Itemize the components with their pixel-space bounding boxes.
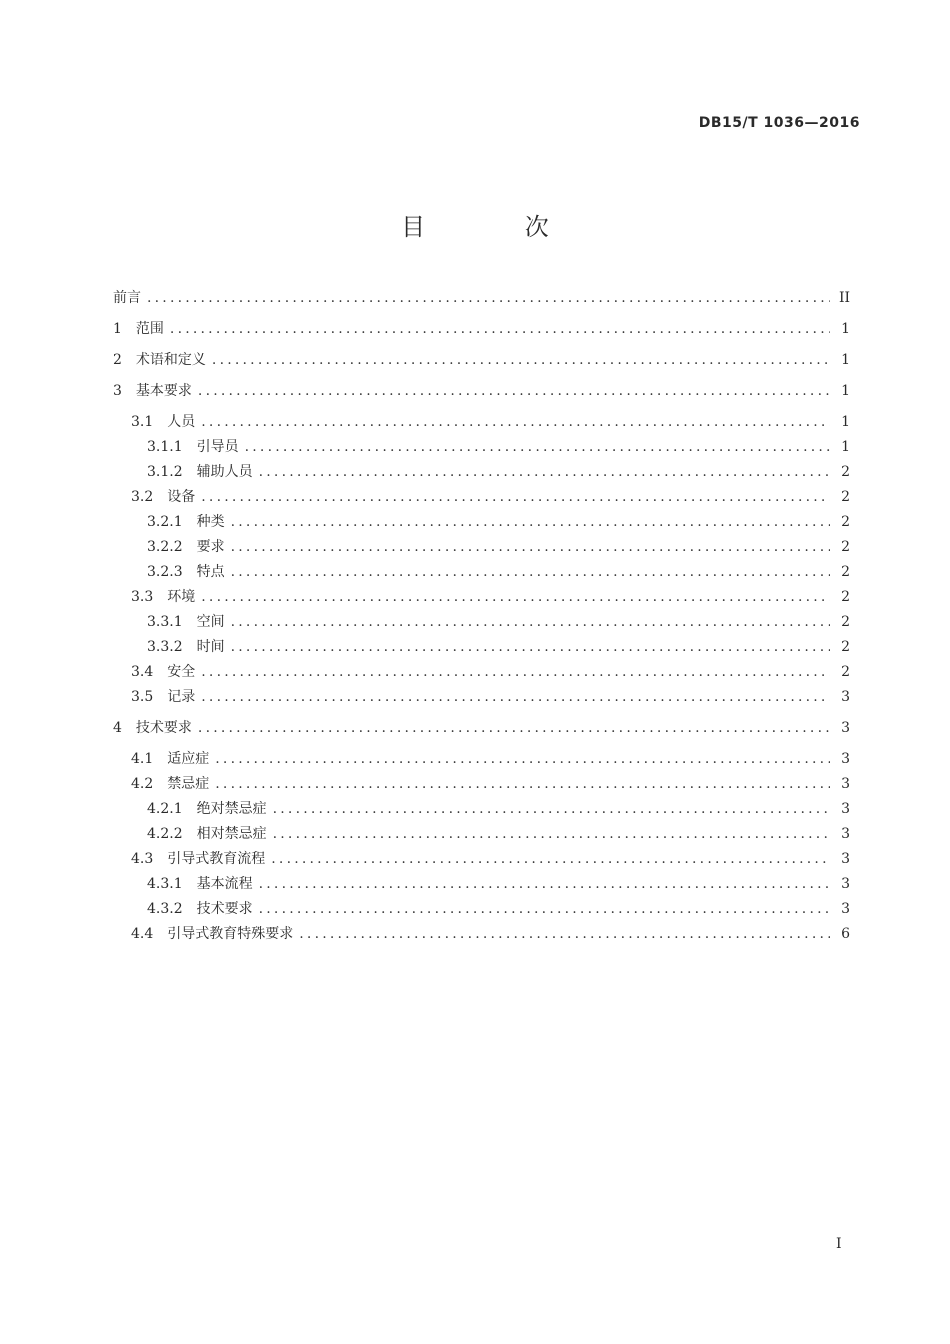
toc-entry-page: 1	[841, 383, 850, 399]
toc-leader-dots	[147, 287, 830, 309]
toc-leader-dots	[201, 586, 830, 608]
toc-entry[interactable]	[113, 873, 850, 895]
toc-entry[interactable]	[113, 461, 850, 483]
toc-leader-dots	[198, 380, 830, 402]
toc-entry-label: 安全	[167, 664, 196, 680]
toc-entry-number: 3.1	[131, 414, 154, 430]
toc-entry-number: 3.2	[131, 489, 154, 505]
toc-entry-label: 记录	[167, 689, 196, 705]
toc-entry[interactable]	[113, 380, 850, 402]
toc-entry-label: 术语和定义	[135, 352, 206, 368]
toc-entry-number: 3.3.1	[147, 614, 183, 630]
toc-entry-label: 范围	[135, 321, 164, 337]
toc-entry-page: 3	[841, 689, 850, 705]
toc-entry-page: 1	[841, 321, 850, 337]
toc-leader-dots	[201, 486, 830, 508]
toc-entry-number: 3.4	[131, 664, 154, 680]
toc-entry-label: 辅助人员	[196, 464, 253, 480]
toc-entry-label: 技术要求	[135, 720, 192, 736]
toc-entry[interactable]	[113, 898, 850, 920]
toc-leader-dots	[201, 661, 830, 683]
toc-entry-number: 3.2.2	[147, 539, 183, 555]
toc-entry-page: 3	[841, 826, 850, 842]
toc-entry[interactable]	[113, 748, 850, 770]
toc-entry-label: 适应症	[167, 751, 210, 767]
toc-entry-page: II	[838, 290, 850, 306]
toc-entry-number: 2	[113, 352, 122, 368]
toc-entry-number: 3.1.1	[147, 439, 183, 455]
toc-entry-label: 人员	[167, 414, 196, 430]
toc-entry-page: 2	[841, 489, 850, 505]
toc-entry[interactable]	[113, 636, 850, 658]
toc-entry[interactable]	[113, 611, 850, 633]
toc-entry-label: 特点	[196, 564, 225, 580]
toc-entry-label: 环境	[167, 589, 196, 605]
toc-entry-number: 3.5	[131, 689, 154, 705]
toc-leader-dots	[201, 411, 830, 433]
toc-entry[interactable]	[113, 848, 850, 870]
toc-entry-page: 2	[841, 564, 850, 580]
toc-entry[interactable]	[113, 486, 850, 508]
toc-entry-number: 4	[113, 720, 122, 736]
toc-entry[interactable]	[113, 318, 850, 340]
toc-leader-dots	[215, 773, 830, 795]
toc-entry-label: 基本要求	[135, 383, 192, 399]
toc-entry-number: 4.3.1	[147, 876, 183, 892]
toc-entry-label: 时间	[196, 639, 225, 655]
toc-entry[interactable]	[113, 661, 850, 683]
toc-leader-dots	[299, 923, 830, 945]
toc-leader-dots	[273, 798, 830, 820]
toc-leader-dots	[271, 848, 830, 870]
toc-entry-number: 3.3	[131, 589, 154, 605]
toc-entry-number: 4.2	[131, 776, 154, 792]
toc-entry-page: 2	[841, 464, 850, 480]
toc-entry-number: 3.2.3	[147, 564, 183, 580]
toc-entry-page: 3	[841, 851, 850, 867]
toc-entry-label: 种类	[196, 514, 225, 530]
toc-entry-page: 3	[841, 901, 850, 917]
toc-entry-page: 2	[841, 614, 850, 630]
toc-leader-dots	[231, 536, 830, 558]
toc-entry-page: 2	[841, 514, 850, 530]
standard-code: DB15/T 1036—2016	[698, 115, 860, 131]
toc-entry-number: 1	[113, 321, 122, 337]
toc-entry-page: 3	[841, 801, 850, 817]
toc-entry-number: 4.3.2	[147, 901, 183, 917]
toc-entry-page: 6	[841, 926, 850, 942]
toc-entry[interactable]	[113, 798, 850, 820]
toc-leader-dots	[231, 636, 830, 658]
toc-entry-page: 2	[841, 664, 850, 680]
toc-entry[interactable]	[113, 536, 850, 558]
toc-entry-number: 3.1.2	[147, 464, 183, 480]
toc-entry-page: 1	[841, 439, 850, 455]
toc-entry-number: 4.4	[131, 926, 154, 942]
toc-entry[interactable]	[113, 287, 850, 309]
toc-entry[interactable]	[113, 561, 850, 583]
toc-entry[interactable]	[113, 411, 850, 433]
toc-entry-label: 空间	[196, 614, 225, 630]
toc-leader-dots	[215, 748, 830, 770]
toc-entry-page: 3	[841, 876, 850, 892]
toc-leader-dots	[273, 823, 830, 845]
toc-entry-page: 2	[841, 589, 850, 605]
toc-entry-page: 1	[841, 352, 850, 368]
toc-entry-number: 3.2.1	[147, 514, 183, 530]
toc-entry-number: 4.2.1	[147, 801, 183, 817]
toc-entry-label: 前言	[113, 290, 141, 306]
toc-entry-label: 设备	[167, 489, 196, 505]
toc-entry[interactable]	[113, 511, 850, 533]
toc-entry[interactable]	[113, 823, 850, 845]
toc-entry-number: 3	[113, 383, 122, 399]
toc-entry-label: 引导式教育特殊要求	[167, 926, 294, 942]
toc-entry-page: 2	[841, 539, 850, 555]
toc-entry-label: 禁忌症	[167, 776, 210, 792]
toc-entry-label: 基本流程	[196, 876, 253, 892]
toc-leader-dots	[259, 873, 830, 895]
toc-entry-number: 3.3.2	[147, 639, 183, 655]
toc-entry-page: 3	[841, 776, 850, 792]
toc-entry[interactable]	[113, 586, 850, 608]
toc-entry-page: 3	[841, 751, 850, 767]
toc-entry[interactable]	[113, 923, 850, 945]
toc-leader-dots	[212, 349, 830, 371]
toc-entry-page: 3	[841, 720, 850, 736]
toc-entry-label: 技术要求	[196, 901, 253, 917]
toc-entry[interactable]	[113, 436, 850, 458]
toc-entry-label: 相对禁忌症	[196, 826, 267, 842]
toc-entry-number: 4.1	[131, 751, 154, 767]
toc-leader-dots	[201, 686, 830, 708]
toc-leader-dots	[259, 461, 830, 483]
toc-entry-number: 4.2.2	[147, 826, 183, 842]
toc-leader-dots	[231, 561, 830, 583]
toc-entry-label: 引导式教育流程	[167, 851, 266, 867]
toc-entry-label: 引导员	[196, 439, 239, 455]
toc-leader-dots	[259, 898, 830, 920]
toc-leader-dots	[245, 436, 830, 458]
toc-entry[interactable]	[113, 349, 850, 371]
toc-leader-dots	[231, 511, 830, 533]
toc-entry-label: 绝对禁忌症	[196, 801, 267, 817]
toc-entry[interactable]	[113, 717, 850, 739]
page-title: 目 次	[401, 213, 595, 241]
toc-entry-label: 要求	[196, 539, 225, 555]
toc-leader-dots	[170, 318, 830, 340]
toc-leader-dots	[231, 611, 830, 633]
toc-entry-number: 4.3	[131, 851, 154, 867]
toc-entry-page: 1	[841, 414, 850, 430]
page-number: I	[836, 1236, 842, 1252]
toc-entry-page: 2	[841, 639, 850, 655]
toc-leader-dots	[198, 717, 830, 739]
toc-entry[interactable]	[113, 773, 850, 795]
toc-entry[interactable]	[113, 686, 850, 708]
